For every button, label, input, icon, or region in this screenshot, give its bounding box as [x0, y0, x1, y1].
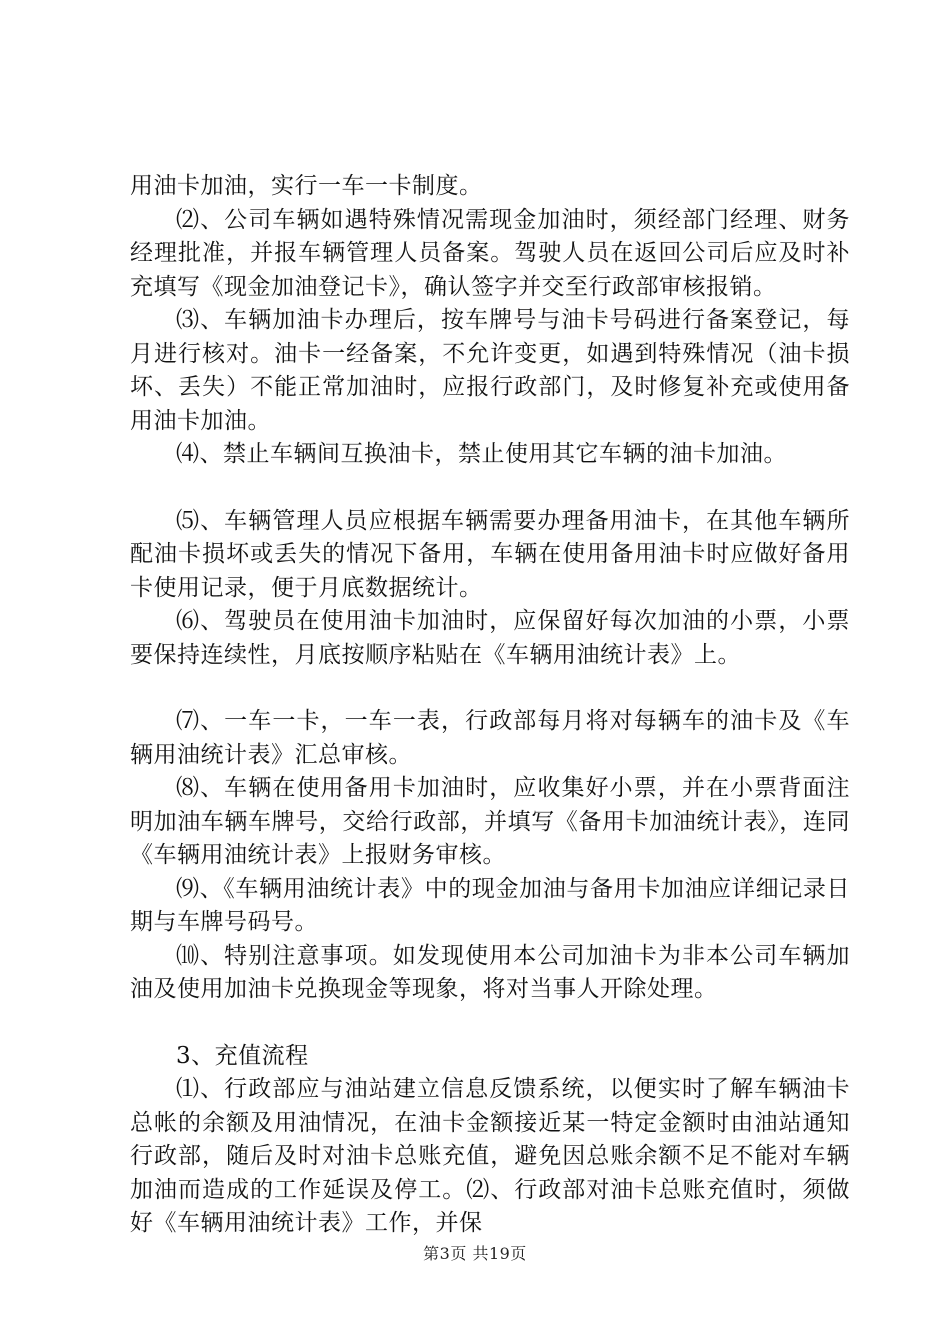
page-number-footer: 第3页 共19页 — [423, 1244, 527, 1263]
paragraph-item-5: ⑸、车辆管理人员应根据车辆需要办理备用油卡，在其他车辆所配油卡损坏或丢失的情况下备用，车辆在使用备用油卡时应做好备用卡使用记录，便于月底数据统计。 — [130, 507, 850, 601]
paragraph-item-8: ⑻、车辆在使用备用卡加油时，应收集好小票，并在小票背面注明加油车辆车牌号，交给行政部，并填写《备用卡加油统计表》，连同《车辆用油统计表》上报财务审核。 — [130, 775, 850, 868]
paragraph-recharge-1: ⑴、行政部应与油站建立信息反馈系统，以便实时了解车辆油卡总帐的余额及用油情况，在油卡金额接近某一特定金额时由油站通知行政部，随后及时对油卡总账充值，避免因总账余额不足不能对车辆加油而造成的工作延误及停工。⑵、行政部对油卡总账充值时，须做好《车辆用油统计表》工作，并保 — [130, 1076, 850, 1236]
paragraph-item-2: ⑵、公司车辆如遇特殊情况需现金加油时，须经部门经理、财务经理批准，并报车辆管理人员备案。驾驶人员在返回公司后应及时补充填写《现金加油登记卡》，确认签字并交至行政部审核报销。 — [130, 206, 850, 300]
paragraph-item-6: ⑹、驾驶员在使用油卡加油时，应保留好每次加油的小票，小票要保持连续性，月底按顺序粘贴在《车辆用油统计表》上。 — [130, 608, 850, 668]
section-heading-recharge: 3、充值流程 — [176, 1042, 309, 1069]
paragraph-item-4: ⑷、禁止车辆间互换油卡，禁止使用其它车辆的油卡加油。 — [176, 441, 787, 467]
paragraph-continuation: 用油卡加油，实行一车一卡制度。 — [130, 173, 483, 199]
paragraph-item-3: ⑶、车辆加油卡办理后，按车牌号与油卡号码进行备案登记，每月进行核对。油卡一经备案，不允许变更，如遇到特殊情况（油卡损坏、丢失）不能正常加油时，应报行政部门，及时修复补充或使用备用油卡加油。 — [130, 307, 850, 434]
paragraph-item-7: ⑺、一车一卡，一车一表，行政部每月将对每辆车的油卡及《车辆用油统计表》汇总审核。 — [130, 708, 850, 768]
paragraph-item-10: ⑽、特别注意事项。如发现使用本公司加油卡为非本公司车辆加油及使用加油卡兑换现金等现象，将对当事人开除处理。 — [130, 942, 850, 1002]
document-body — [130, 170, 850, 1241]
paragraph-item-9: ⑼、《车辆用油统计表》中的现金加油与备用卡加油应详细记录日期与车牌号码号。 — [130, 875, 850, 935]
